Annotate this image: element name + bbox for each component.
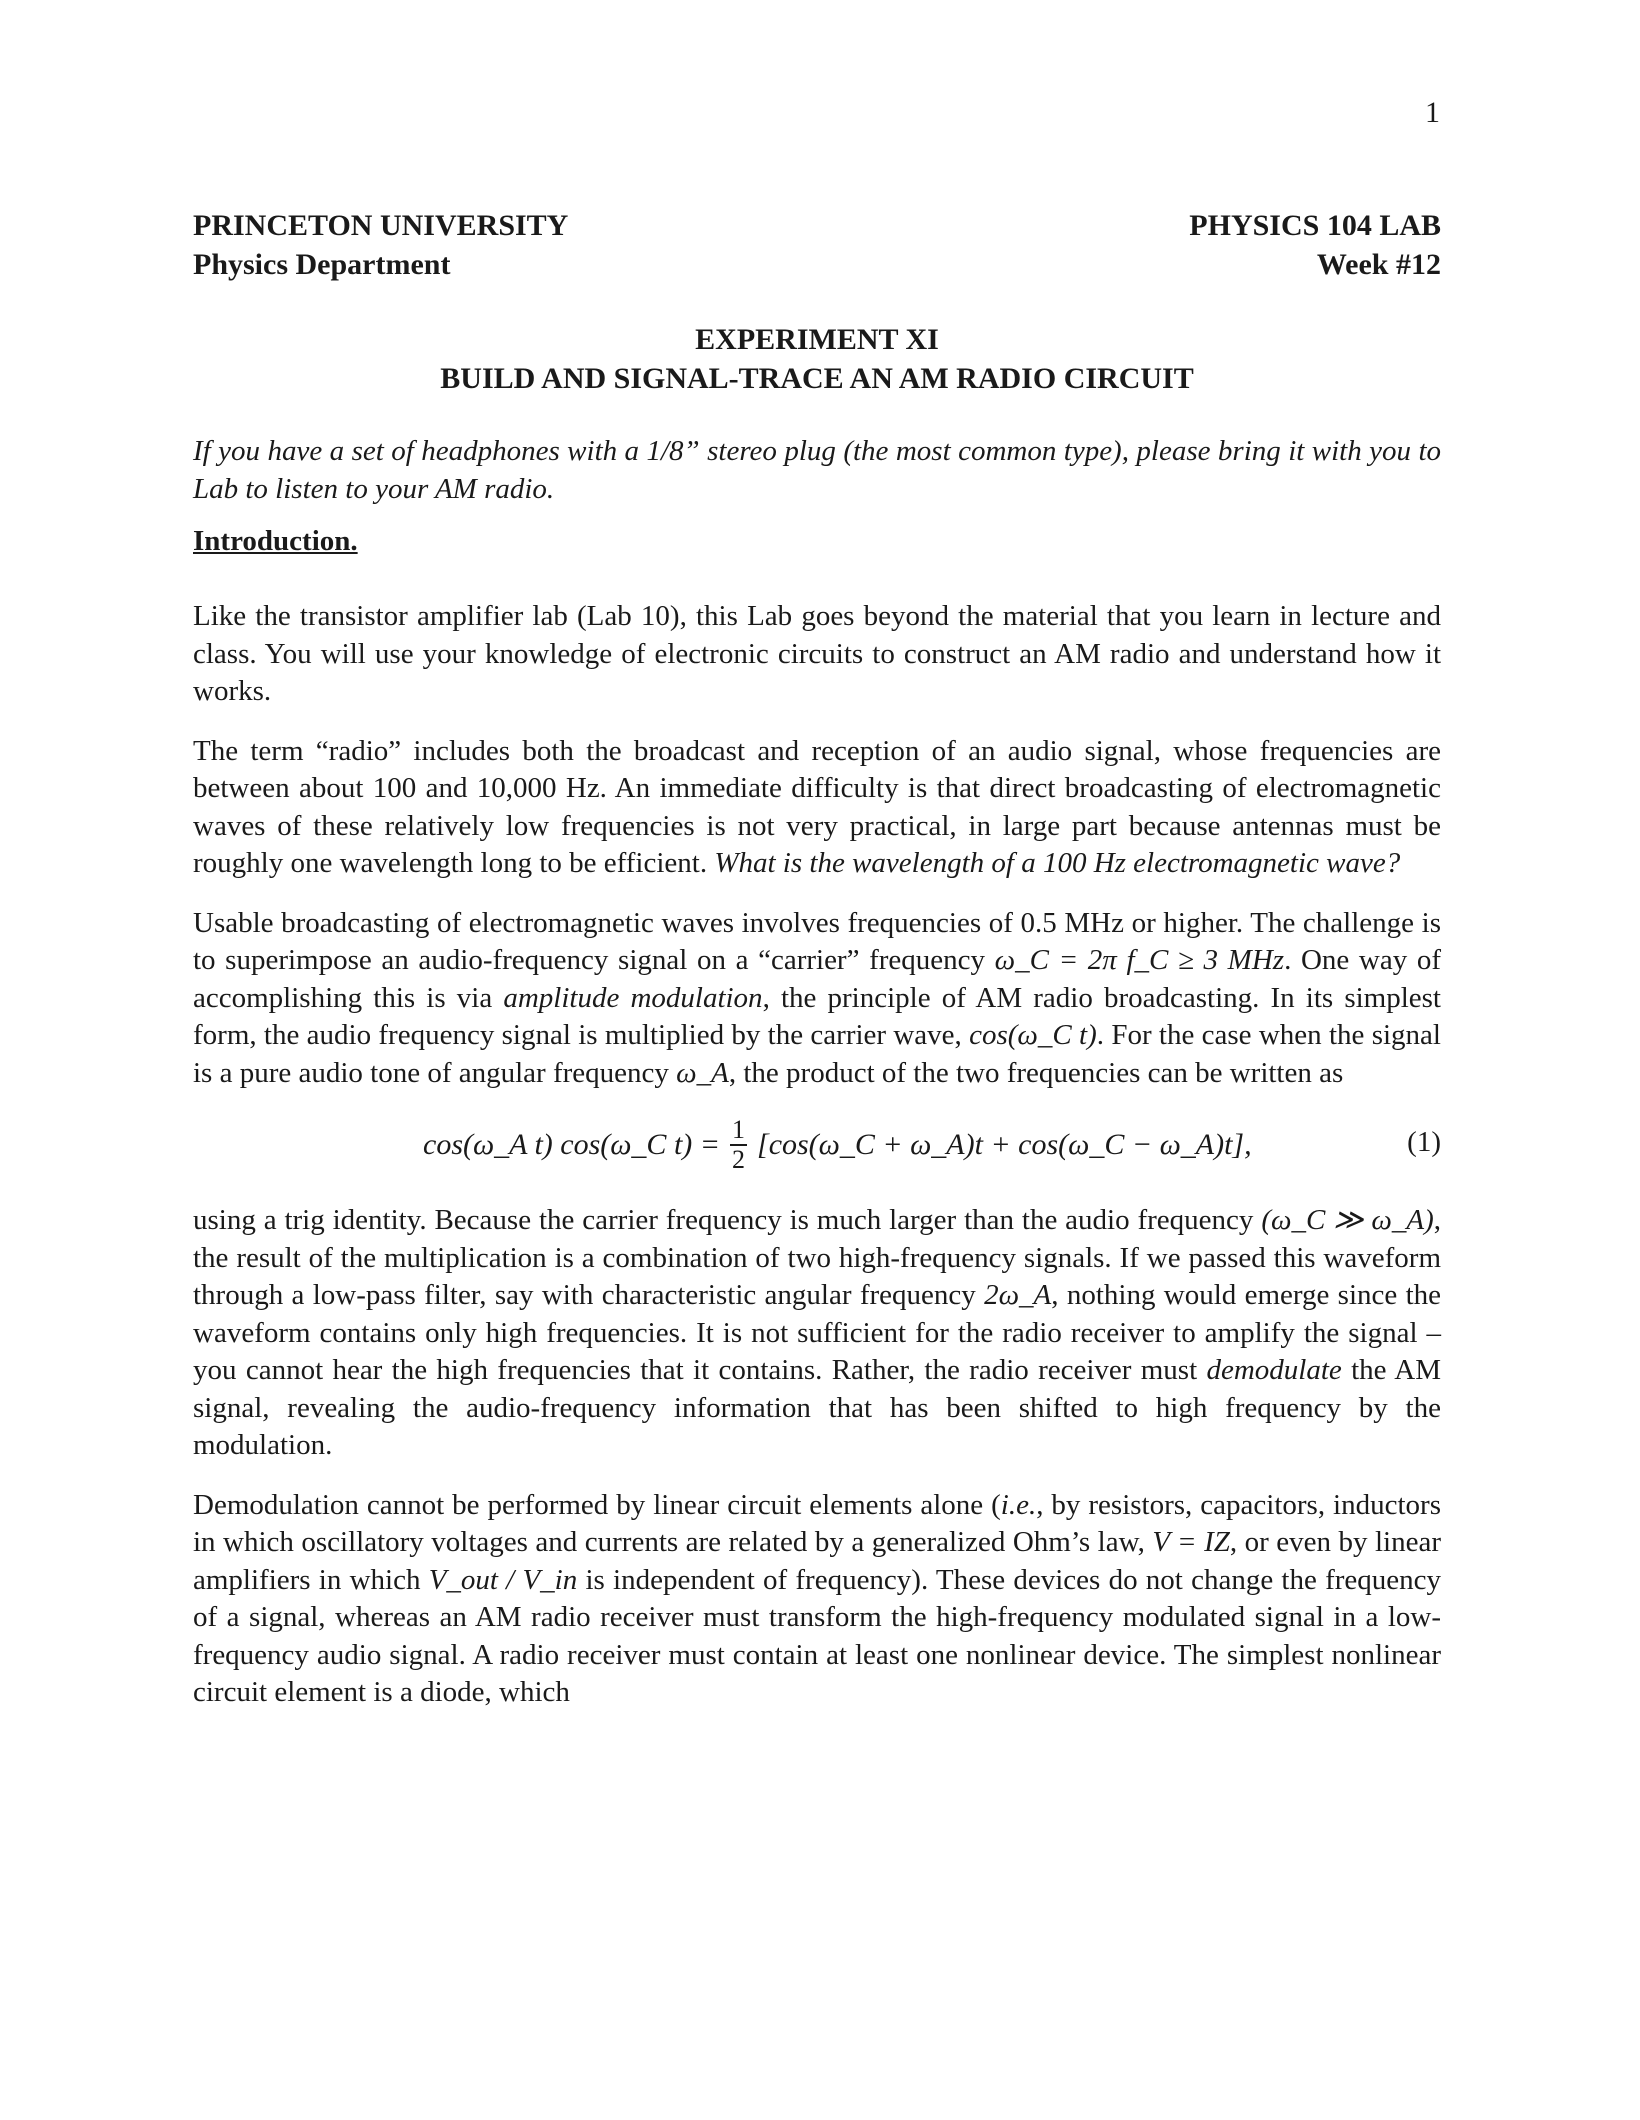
paragraph-4-part-b: , the result of the multiplication is a combination of two high-frequency signals. If we passed this waveform through a low-pass filter, say with characteristic angular frequency [193,1204,1441,1311]
ohms-law-formula: V = IZ [1152,1526,1230,1558]
week-number: Week #12 [1316,248,1441,281]
experiment-number: EXPERIMENT XI [695,323,939,356]
paragraph-2 [193,733,1441,883]
carrier-wave-formula: cos(ω_C t) [969,1019,1097,1051]
equation-number: (1) [1407,1126,1441,1158]
page-number: 1 [1425,96,1440,129]
paragraph-4-part-a: using a trig identity. Because the carrier frequency is much larger than the audio frequency [193,1204,1262,1236]
course-name: PHYSICS 104 LAB [1189,209,1441,242]
experiment-title: BUILD AND SIGNAL-TRACE AN AM RADIO CIRCUIT [440,362,1194,395]
fraction-numerator: 1 [732,1115,746,1144]
audio-frequency-symbol: ω_A [676,1056,729,1089]
carrier-frequency-formula: ω_C = 2π f_C ≥ 3 MHz [994,944,1285,976]
paragraph-5-part-d: is independent of frequency). These devices do not change the frequency of a signal, whereas an AM radio receiver must transform the high-frequency modulated signal in a low-frequency audio signal. A radio receiver must contain at least one nonlinear device. The simplest nonlinear circuit element is a diode, which [193,1563,1441,1708]
paragraph-5 [193,1487,1441,1712]
paragraph-3-part-e: , the product of the two frequencies can be written as [728,1056,1344,1089]
paragraph-5-part-a: Demodulation cannot be performed by linear circuit elements alone ( [193,1488,1001,1521]
paragraph-2-question: What is the wavelength of a 100 Hz electromagnetic wave? [714,847,1401,879]
experiment-heading [193,320,1441,398]
university-name: PRINCETON UNIVERSITY [193,209,569,242]
department-name: Physics Department [193,248,451,281]
header-right [1189,206,1441,284]
equation-rhs: [cos(ω_C + ω_A)t + cos(ω_C − ω_A)t], [757,1128,1252,1161]
paragraph-3-part-b: . One way of accomplishing this is via [193,944,1441,1014]
paragraph-5-part-b: , by resistors, capacitors, inductors in which oscillatory voltages and currents are related by a generalized Ohm’s law, [193,1488,1441,1558]
equation-lhs: cos(ω_A t) cos(ω_C t) = [423,1128,721,1161]
paragraph-2-text: The term “radio” includes both the broadcast and reception of an audio signal, whose frequencies are between about 100 and 10,000 Hz. An immediate difficulty is that direct broadcasting of electromagnetic waves of these relatively low frequencies is not very practical, in large part because antennas must be roughly one wavelength long to be efficient. [193,734,1441,879]
paragraph-5-part-c: , or even by linear amplifiers in which [193,1526,1441,1596]
equation-body [423,1116,1252,1174]
section-heading-introduction: Introduction. [193,525,358,557]
paragraph-1: Like the transistor amplifier lab (Lab 10), this Lab goes beyond the material that you learn in lecture and class. You will use your knowledge of electronic circuits to construct an AM radio and understand how it works. [193,600,1441,707]
paragraph-3 [193,905,1441,1093]
paragraph-4-part-d: the AM signal, revealing the audio-frequency information that has been shifted to high frequency by the modulation. [193,1354,1441,1461]
paragraph-3-part-d: . For the case when the signal is a pure audio tone of angular frequency [193,1019,1441,1089]
demodulate-term: demodulate [1206,1354,1342,1386]
paragraph-3-part-c: , the principle of AM radio broadcasting. In its simplest form, the audio frequency signal is multiplied by the carrier wave, [193,981,1441,1051]
equation-fraction [730,1116,747,1174]
voltage-ratio: V_out / V_in [428,1563,578,1596]
headphones-notice: If you have a set of headphones with a 1/8” stereo plug (the most common type), please bring it with you to Lab to listen to your AM radio. [193,435,1441,505]
equation-1 [193,1098,1441,1194]
paragraph-4-part-c: , nothing would emerge since the waveform contains only high frequencies. It is not sufficient for the radio receiver to amplify the signal – you cannot hear the high frequencies that it contains. Rather, the radio receiver must [193,1279,1442,1386]
document-header [193,206,1441,284]
header-left [193,206,568,284]
page-content [193,206,1441,1712]
paragraph-4 [193,1202,1441,1465]
cutoff-frequency: 2ω_A [984,1279,1052,1311]
frequency-inequality: (ω_C ≫ ω_A) [1261,1204,1434,1236]
ie-abbreviation: i.e. [1000,1488,1037,1521]
fraction-denominator: 2 [732,1145,746,1174]
amplitude-modulation-term: amplitude modulation [503,981,763,1014]
paragraph-3-part-a: Usable broadcasting of electromagnetic waves involves frequencies of 0.5 MHz or higher. The challenge is to superimpose an audio-frequency signal on a “carrier” frequency [193,906,1441,976]
